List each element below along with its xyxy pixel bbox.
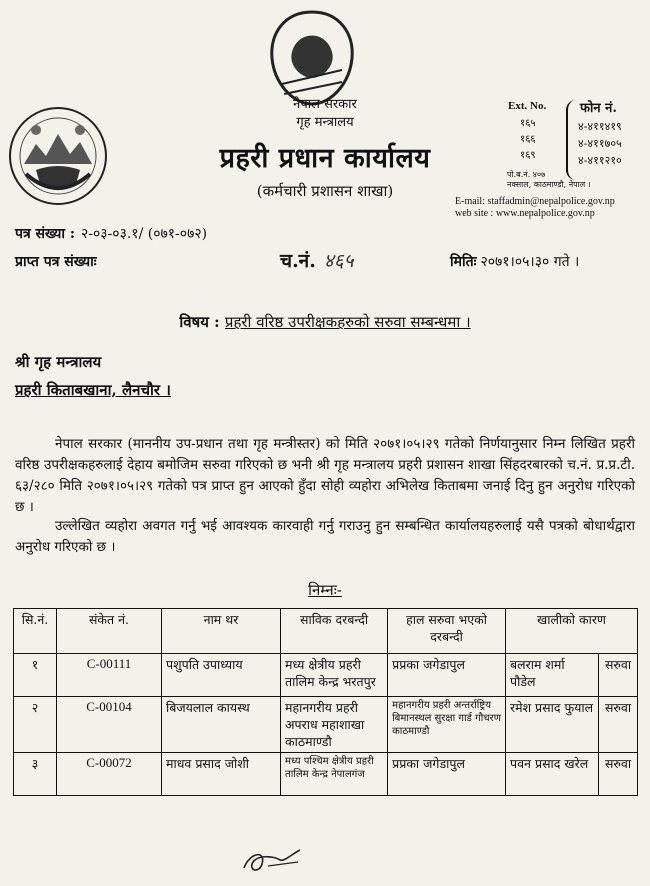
cell-code: C-00072 [57,753,162,796]
letter-date [450,252,579,271]
po-box: पो.ब.नं. ४०७ [507,170,546,179]
body-paragraph-2: उल्लेखित व्यहोरा अवगत गर्नु भई आवश्यक कारवाही गर्नु गराउनु हुन सम्बन्धित कार्यालयहरुलाई यसै पत्रको बोधार्थद्वारा अनुरोध गरिएको छ । [15,518,635,555]
letter-number-label: पत्र संख्या : [15,226,75,242]
below-heading: निम्नः- [308,581,342,599]
header-vacancy-reason: खालीको कारण [506,609,638,654]
reference-number: प्राप्त पत्र संख्याः [15,254,97,270]
header-code: संकेत नं. [57,609,162,654]
header-current-post: हाल सरुवा भएको दरबन्दी [388,609,506,654]
cell-vacancy-reason: सरुवा [599,697,638,753]
phone-label: फोन नं. [580,101,617,116]
body-paragraph-1: नेपाल सरकार (माननीय उप-प्रधान तथा गृह मन्त्रीस्तर) को मिति २०७१।०५।२९ गतेको निर्णयानुसार निम्न लिखित प्रहरी वरिष्ठ उपरीक्षकहरुलाई देहाय बमोजिम सरुवा गरिएको छ भनी श्री गृह मन्त्रालय प्रहरी प्रशासन शाखा सिंहदरबारको च.नं. प्र.प्र.टी. ६३/२८० मिति २०७१।०५।२९ गतेको पत्र प्राप्त हुन आएको हुँदा सोही व्यहोरा अभिलेख किताबमा जनाई दिनु हुन अनुरोध गरिएको छ । [15,436,635,515]
cell-sn: २ [14,697,57,753]
dispatch-value: ४६५ [323,250,354,272]
office-title: प्रहरी प्रधान कार्यालय [219,143,431,174]
cell-previous-post: महानगरीय प्रहरी अपराध महाशाखा काठमाण्डौ [281,697,388,753]
government-name: नेपाल सरकार [293,97,357,112]
cell-vacancy-reason: सरुवा [599,654,638,697]
subject-text: प्रहरी वरिष्ठ उपरीक्षकहरुको सरुवा सम्बन्धमा । [224,313,471,331]
header-sn: सि.नं. [14,609,57,654]
phone-number: ४-४११४१९ [578,120,622,133]
cell-current-post: प्रप्रका जगेडापुल [388,753,506,796]
cell-previous-post: मध्य क्षेत्रीय प्रहरी तालिम केन्द्र भरतपुर [281,654,388,697]
cell-current-post: प्रप्रका जगेडापुल [388,654,506,697]
cell-vacancy-name: बलराम शर्मा पौडेल [506,654,599,697]
phone-number: ४-४११२१० [578,154,622,167]
recipient-line-1: श्री गृह मन्त्रालय [15,353,102,371]
branch-name: (कर्मचारी प्रशासन शाखा) [256,182,394,200]
cell-vacancy-reason: सरुवा [599,753,638,796]
po-box-address [507,170,591,190]
table-row [14,753,638,796]
cell-sn: ३ [14,753,57,796]
ministry-name: गृह मन्त्रालय [296,115,354,130]
date-value: २०७१।०५।३० गते । [480,254,580,270]
cell-code: C-00104 [57,697,162,753]
dispatch-number [280,247,353,273]
table-header-row [14,609,638,654]
cell-vacancy-name: पवन प्रसाद खरेल [506,753,599,796]
header-previous-post: साविक दरबन्दी [281,609,388,654]
phone-numbers [578,118,622,169]
ext-label: Ext. No. [508,100,547,112]
ext-number: १६५ [520,118,536,129]
date-label: मितिः [450,254,477,270]
letter-number-value: २-०३-०३.१/ (०७१-०७२) [81,226,208,242]
signature-icon [240,842,310,876]
address: नक्साल, काठमाण्डौ, नेपाल । [507,180,591,189]
phone-brace [566,100,578,180]
cell-vacancy-name: रमेश प्रसाद फुयाल [506,697,599,753]
email: E-mail: staffadmin@nepalpolice.gov.np [455,196,615,207]
header-name: नाम थर [162,609,281,654]
ext-numbers [520,116,536,164]
cell-name: पशुपति उपाध्याय [162,654,281,697]
cell-code: C-00111 [57,654,162,697]
ext-number: १६६ [520,134,536,145]
ministry-stamp-icon [262,8,362,108]
cell-previous-post: मध्य पश्चिम क्षेत्रीय प्रहरी तालिम केन्द्र नेपालगंज [281,753,388,796]
subject-label: विषय : [179,313,220,331]
table-row [14,697,638,753]
cell-sn: १ [14,654,57,697]
subject-line [0,312,650,332]
cell-name: माधव प्रसाद जोशी [162,753,281,796]
ext-number: १६९ [520,150,536,161]
website: web site : www.nepalpolice.gov.np [455,208,595,219]
cell-name: बिजयलाल कायस्थ [162,697,281,753]
table-row [14,654,638,697]
cell-current-post: महानगरीय प्रहरी अन्तर्राष्ट्रिय बिमानस्थल सुरक्षा गार्ड गौचरण काठमाण्डौ [388,697,506,753]
letter-number [15,224,207,243]
transfer-table [13,608,638,796]
dispatch-label: च.नं. [280,250,316,272]
phone-number: ४-४११७०५ [578,137,622,150]
recipient-line-2: प्रहरी किताबखाना, लैनचौर । [15,381,171,399]
